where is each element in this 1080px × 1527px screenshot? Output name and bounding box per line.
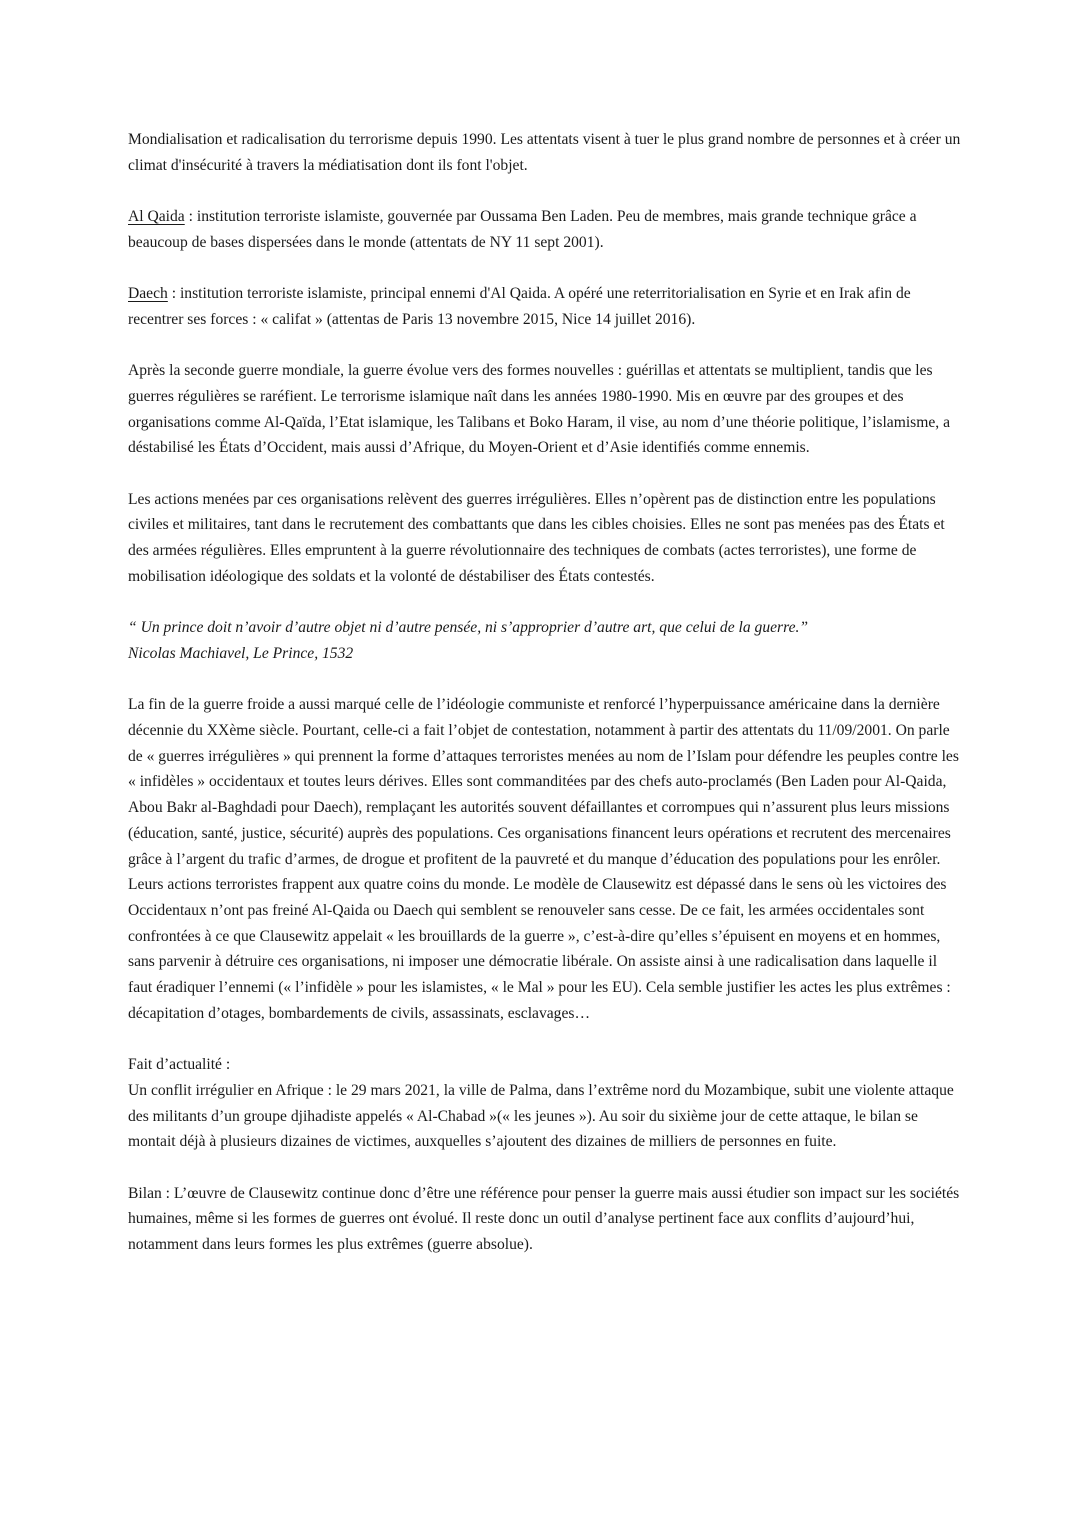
news-paragraph — [128, 1052, 963, 1155]
news-text: Un conflit irrégulier en Afrique : le 29 mars 2021, la ville de Palma, dans l’extrême nord du Mozambique, subit une violente attaque des militants d’un groupe djihadiste appelés « Al-Chabad »(« les jeunes »). Au soir du sixième jour de cette attaque, le bilan se montait déjà à plusieurs dizaines de victimes, auxquelles s’ajoutent des dizaines de milliers de personnes en fuite. — [128, 1081, 954, 1151]
definition-al-qaida — [128, 204, 963, 255]
news-label: Fait d’actualité : — [128, 1056, 231, 1074]
quote-text: “ Un prince doit n’avoir d’autre objet ni d’autre pensée, ni s’approprier d’autre art, que celui de la guerre.” — [128, 619, 809, 637]
definition-term: Daech — [128, 285, 168, 303]
definition-text: : institution terroriste islamiste, gouvernée par Oussama Ben Laden. Peu de membres, mais grande technique grâce a beaucoup de bases dispersées dans le monde (attentats de NY 11 sept 2001). — [128, 208, 917, 251]
actions-paragraph: Les actions menées par ces organisations relèvent des guerres irrégulières. Elles n’opèrent pas de distinction entre les populations civiles et militaires, tant dans le recrutement des combattants que dans les cibles choisies. Elles ne sont pas menées pas des États et des armées régulières. Elles empruntent à la guerre révolutionnaire des techniques de combats (actes terroristes), une forme de mobilisation idéologique des soldats et la volonté de déstabiliser des États contestés. — [128, 490, 945, 585]
intro-paragraph: Mondialisation et radicalisation du terrorisme depuis 1990. Les attentats visent à tuer le plus grand nombre de personnes et à créer un climat d'insécurité à travers la médiatisation dont ils font l'objet. — [128, 131, 961, 174]
definition-daech — [128, 281, 963, 332]
postwar-paragraph: Après la seconde guerre mondiale, la guerre évolue vers des formes nouvelles : guérillas et attentats se multiplient, tandis que les guerres régulières se raréfient. Le terrorisme islamique naît dans les années 1980-1990. Mis en œuvre par des groupes et des organisations comme Al-Qaïda, l’Etat islamique, les Talibans et Boko Haram, il vise, au nom d’une théorie politique, l’islamisme, a déstabilisé les États d’Occident, mais aussi d’Afrique, du Moyen-Orient et d’Asie identifiés comme ennemis. — [128, 362, 951, 457]
coldwar-paragraph: La fin de la guerre froide a aussi marqué celle de l’idéologie communiste et renforcé l’hyperpuissance américaine dans la dernière décennie du XXème siècle. Pourtant, celle-ci a fait l’objet de contestation, notamment à partir des attentats du 11/09/2001. On parle de « guerres irrégulières » qui prennent la forme d’attaques terroristes menées au nom de l’Islam pour défendre les peuples contre les « infidèles » occidentaux et toutes leurs dérives. Elles sont commanditées par des chefs auto-proclamés (Ben Laden pour Al-Qaida, Abou Bakr al-Baghdadi pour Daech), remplaçant les autorités souvent défaillantes et corrompues qui n’assurent plus leurs missions (éducation, santé, justice, sécurité) auprès des populations. Ces organisations financent leurs opérations et recrutent des mercenaires grâce à l’argent du trafic d’armes, de drogue et profitent de la pauvreté et du manque d’éducation des populations pour les enrôler. Leurs actions terroristes frappent aux quatre coins du monde. Le modèle de Clausewitz est dépassé dans le sens où les victoires des Occidentaux n’ont pas freiné Al-Qaida ou Daech qui semblent se renouveler sans cesse. De ce fait, les armées occidentales sont confrontées à ce que Clausewitz appelait « les brouillards de la guerre », c’est-à-dire qu’elles s’épuisent en moyens et en hommes, sans parvenir à détruire ces organisations, ni imposer une démocratie libérale. On assiste ainsi à une radicalisation dans laquelle il faut éradiquer l’ennemi (« l’infidèle » pour les islamistes, « le Mal » pour les EU). Cela semble justifier les actes les plus extrêmes : décapitation d’otages, bombardements de civils, assassinats, esclavages… — [128, 696, 959, 1022]
definition-text: : institution terroriste islamiste, principal ennemi d'Al Qaida. A opéré une reterritorialisation en Syrie et en Irak afin de recentrer ses forces : « califat » (attentas de Paris 13 novembre 2015, Nice 14 juillet 2016). — [128, 285, 911, 328]
document-page — [128, 127, 963, 1284]
quote-source: Nicolas Machiavel, Le Prince, 1532 — [128, 644, 354, 662]
conclusion-paragraph: Bilan : L’œuvre de Clausewitz continue donc d’être une référence pour penser la guerre mais aussi étudier son impact sur les sociétés humaines, même si les formes de guerres ont évolué. Il reste donc un outil d’analyse pertinent face aux conflits d’aujourd’hui, notamment dans leurs formes les plus extrêmes (guerre absolue). — [128, 1184, 960, 1254]
machiavel-quote — [128, 615, 963, 666]
definition-term: Al Qaida — [128, 208, 185, 226]
